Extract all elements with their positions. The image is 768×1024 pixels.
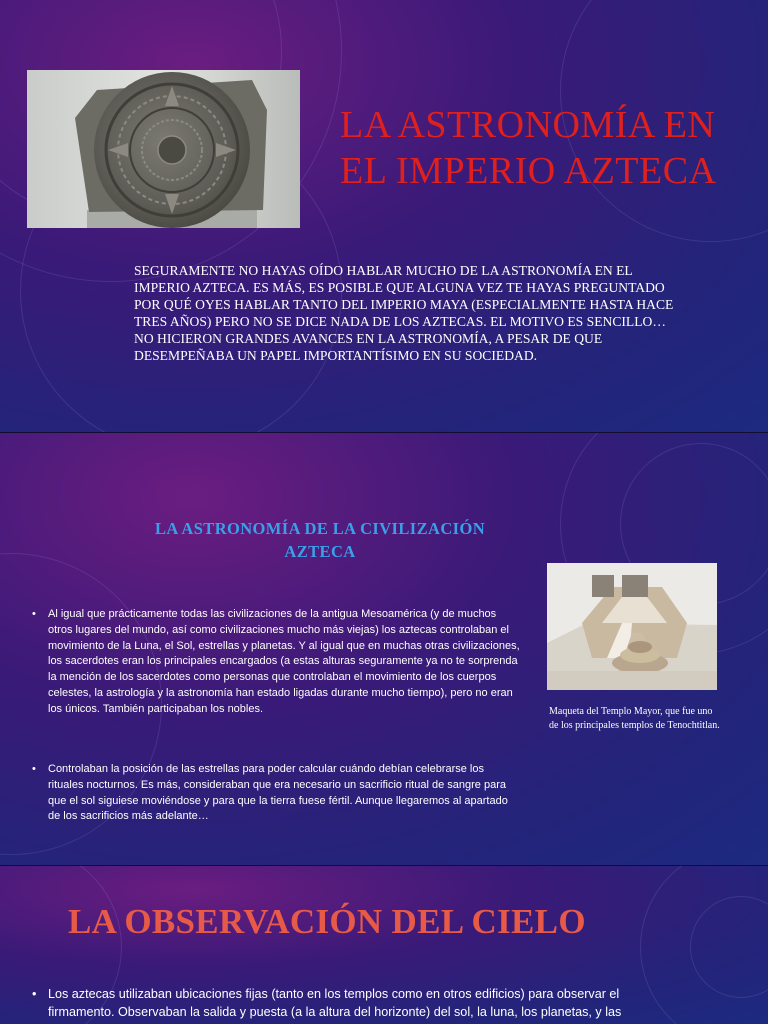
- templo-mayor-model-photo: [547, 563, 717, 690]
- slide-1: [0, 0, 768, 432]
- bullet-icon: •: [32, 987, 37, 1001]
- slide-1-title: LA ASTRONOMÍA EN EL IMPERIO AZTECA: [340, 104, 717, 192]
- slide-3: [0, 866, 768, 1024]
- slide-3-title: LA OBSERVACIÓN DEL CIELO: [68, 902, 586, 941]
- photo-caption: Maqueta del Templo Mayor, que fue uno de los principales templos de Tenochtitlan.: [549, 706, 720, 731]
- bullet-text: Al igual que prácticamente todas las civilizaciones de la antigua Mesoamérica (y de muchos otros lugares del mundo, así como civilizaciones mucho más viejas) los aztecas controlaban el movimiento de la Luna, el Sol, estrellas y planetas. Y al igual que en muchas otras civilizaciones, los sacerdotes eran los principales encargados (a estas alturas seguramente ya no te sorprenda la mención de los sacerdotes como personas que controlaban el movimiento de los cuerpos celestes, la astrología y la astronomía han estado ligadas durante mucho tiempo), pero no eran los únicos. También participaban los nobles.: [48, 608, 520, 715]
- bullet-item: [32, 762, 522, 825]
- bullet-icon: •: [32, 763, 36, 775]
- bullet-text: Los aztecas utilizaban ubicaciones fijas (tanto en los templos como en otros edificios) para observar el firmamento. Observaban la salida y puesta (a la altura del horizonte) del sol, la luna, los planetas, y las: [48, 987, 622, 1019]
- bullet-item: [32, 985, 672, 1021]
- aztec-calendar-stone-photo: [27, 70, 300, 228]
- bullet-text: Controlaban la posición de las estrellas para poder calcular cuándo debían celebrarse los rituales nocturnos. Es más, consideraban que era necesario un sacrificio ritual de sangre para que el sol siguiese moviéndose y para que la tierra fuese fértil. Aunque llegaremos al apartado de los sacrificios más adelante…: [48, 763, 508, 823]
- slide-2-title: LA ASTRONOMÍA DE LA CIVILIZACIÓN AZTECA: [154, 519, 486, 561]
- bullet-item: [32, 607, 522, 718]
- slide-2: [0, 433, 768, 865]
- bullet-icon: •: [32, 608, 36, 620]
- slide-1-body: SEGURAMENTE NO HAYAS OÍDO HABLAR MUCHO DE LA ASTRONOMÍA EN EL IMPERIO AZTECA. ES MÁS, ES POSIBLE QUE ALGUNA VEZ TE HAYAS PREGUNTADO POR QUÉ OYES HABLAR TANTO DEL IMPERIO MAYA (ESPECIALMENTE HASTA HACE TRES AÑOS) PERO NO SE DICE NADA DE LOS AZTECAS. EL MOTIVO ES SENCILLO… NO HICIERON GRANDES AVANCES EN LA ASTRONOMÍA, A PESAR DE QUE DESEMPEÑABA UN PAPEL IMPORTANTÍSIMO EN SU SOCIEDAD.: [134, 263, 674, 363]
